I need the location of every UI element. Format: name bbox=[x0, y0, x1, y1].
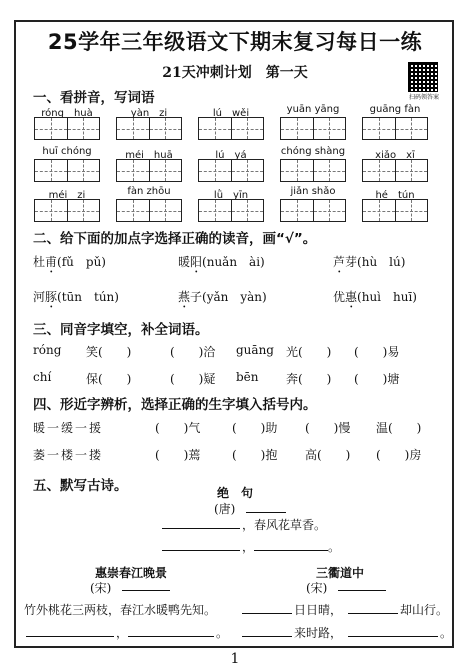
dotted-char: 豚 bbox=[45, 290, 58, 304]
writing-grid[interactable] bbox=[280, 117, 346, 140]
section2-heading: 二、给下面的加点字选择正确的读音，画“√”。 bbox=[33, 231, 317, 247]
s3-pinyin-1: róng bbox=[33, 343, 62, 357]
poem3-line1-b: 却山行。 bbox=[400, 603, 449, 617]
poem3-line2-a: 来时路， bbox=[294, 626, 343, 640]
writing-cell[interactable] bbox=[199, 118, 232, 139]
word-part: 暖 bbox=[178, 255, 191, 269]
poem3-title: 三衢道中 bbox=[315, 566, 364, 580]
dotted-char: 阳 bbox=[190, 255, 203, 269]
pinyin-label: yuān yāng bbox=[286, 104, 340, 115]
writing-cell[interactable] bbox=[232, 160, 264, 181]
poem1-title: 绝 句 bbox=[216, 486, 253, 500]
poem2-line1: 竹外桃花三两枝，春江水暖鸭先知。 bbox=[24, 603, 217, 617]
s3-fill-2c[interactable]: 奔( ) bbox=[286, 372, 332, 386]
s3-pinyin-4: bēn bbox=[236, 370, 259, 384]
poem3-author-blank[interactable] bbox=[338, 578, 386, 591]
page-subtitle: 21天冲刺计划 第一天 bbox=[162, 65, 308, 81]
s3-pinyin-2: guāng bbox=[236, 343, 274, 357]
section4-heading: 四、形近字辨析，选择正确的生字填入括号内。 bbox=[33, 397, 317, 413]
writing-grid[interactable] bbox=[34, 117, 100, 140]
writing-cell[interactable] bbox=[363, 118, 396, 139]
s4-fill-1d[interactable]: 温( ) bbox=[376, 421, 422, 435]
reading-choice-item[interactable] bbox=[33, 288, 119, 311]
writing-grid[interactable] bbox=[280, 159, 346, 182]
writing-grid[interactable] bbox=[362, 117, 428, 140]
writing-cell[interactable] bbox=[363, 200, 396, 221]
poem2-line2-mid: ， bbox=[116, 626, 129, 640]
poem2-blank-2[interactable] bbox=[128, 624, 214, 637]
s4-chars-2: 萎一楼一搂 bbox=[33, 448, 104, 462]
s4-fill-1c[interactable]: ( )慢 bbox=[305, 421, 351, 435]
pinyin-options: (yǎn yàn) bbox=[202, 290, 267, 304]
writing-cell[interactable] bbox=[117, 160, 150, 181]
s3-fill-1d[interactable]: ( )易 bbox=[354, 345, 400, 359]
s4-chars-1: 暖一缓一援 bbox=[33, 421, 104, 435]
pinyin-options: (hù lú) bbox=[357, 255, 406, 269]
poem3-line2-end: 。 bbox=[440, 626, 453, 640]
reading-choice-item[interactable] bbox=[333, 288, 417, 311]
pinyin-label: róng huà bbox=[41, 108, 93, 119]
section3-heading: 三、同音字填空，补全词语。 bbox=[33, 322, 209, 338]
s3-fill-1a[interactable]: 笑( ) bbox=[86, 345, 132, 359]
pinyin-label: hé tún bbox=[375, 190, 415, 201]
pinyin-label: lú yá bbox=[215, 150, 247, 161]
qr-label: 扫码领答案 bbox=[408, 94, 439, 101]
poem1-blank-2[interactable] bbox=[162, 538, 240, 551]
pinyin-label: xiǎo xī bbox=[375, 150, 415, 161]
poem2-dynasty: (宋) bbox=[90, 581, 112, 595]
poem1-dynasty: (唐) bbox=[214, 502, 236, 516]
writing-grid[interactable] bbox=[34, 159, 100, 182]
writing-cell[interactable] bbox=[35, 118, 68, 139]
pinyin-options: (fǔ pǔ) bbox=[57, 255, 106, 269]
writing-cell[interactable] bbox=[150, 118, 182, 139]
writing-cell[interactable] bbox=[150, 160, 182, 181]
page-title: 25学年三年级语文下期末复习每日一练 bbox=[47, 30, 423, 54]
writing-cell[interactable] bbox=[199, 160, 232, 181]
writing-cell[interactable] bbox=[68, 200, 100, 221]
s3-fill-1b[interactable]: ( )洽 bbox=[170, 345, 216, 359]
pinyin-label: chóng shàng bbox=[280, 146, 346, 157]
word-part: 河 bbox=[33, 290, 46, 304]
dotted-char: 惠 bbox=[345, 290, 358, 304]
writing-cell[interactable] bbox=[150, 200, 182, 221]
writing-grid[interactable] bbox=[198, 199, 264, 222]
writing-grid[interactable] bbox=[34, 199, 100, 222]
word-part: 芽 bbox=[345, 255, 358, 269]
s3-pinyin-3: chí bbox=[33, 370, 52, 384]
reading-choice-item[interactable] bbox=[33, 253, 106, 276]
word-part: 优 bbox=[333, 290, 346, 304]
poem1-line2-end: 。 bbox=[328, 540, 341, 554]
s3-fill-2d[interactable]: ( )塘 bbox=[354, 372, 400, 386]
pinyin-label: lǜ yīn bbox=[213, 190, 249, 201]
s4-fill-2b[interactable]: ( )抱 bbox=[232, 448, 278, 462]
dotted-char: 芦 bbox=[333, 255, 346, 269]
s4-fill-2c[interactable]: 高( ) bbox=[305, 448, 351, 462]
section1-heading: 一、看拼音，写词语 bbox=[33, 90, 155, 106]
poem1-line1-tail: ，春风花草香。 bbox=[242, 518, 327, 532]
writing-grid[interactable] bbox=[280, 199, 346, 222]
writing-cell[interactable] bbox=[363, 160, 396, 181]
writing-cell[interactable] bbox=[117, 200, 150, 221]
poem3-line1-a: 日日晴， bbox=[294, 603, 343, 617]
pinyin-label: guāng fàn bbox=[369, 104, 421, 115]
poem1-line2-mid: ， bbox=[242, 540, 255, 554]
pinyin-label: lú wěi bbox=[212, 108, 250, 119]
word-part: 杜 bbox=[33, 255, 46, 269]
pinyin-label: méi huā bbox=[125, 150, 173, 161]
writing-cell[interactable] bbox=[281, 200, 314, 221]
writing-cell[interactable] bbox=[281, 160, 314, 181]
writing-grid[interactable] bbox=[116, 159, 182, 182]
reading-choice-item[interactable] bbox=[178, 253, 265, 276]
pinyin-label: méi zi bbox=[48, 190, 86, 201]
qr-code-icon[interactable] bbox=[408, 62, 438, 92]
s3-fill-1c[interactable]: 光( ) bbox=[286, 345, 332, 359]
poem1-author-blank[interactable] bbox=[246, 500, 286, 513]
poem3-blank-4[interactable] bbox=[348, 624, 438, 637]
poem2-blank-1[interactable] bbox=[26, 624, 114, 637]
dotted-char: 燕 bbox=[178, 290, 191, 304]
poem3-blank-1[interactable] bbox=[242, 601, 292, 614]
s3-fill-2b[interactable]: ( )疑 bbox=[170, 372, 216, 386]
writing-cell[interactable] bbox=[68, 118, 100, 139]
writing-cell[interactable] bbox=[396, 118, 428, 139]
pinyin-options: (nuǎn ài) bbox=[202, 255, 265, 269]
poem2-title: 惠崇春江晚景 bbox=[94, 566, 167, 580]
pinyin-options: (tūn tún) bbox=[57, 290, 119, 304]
s4-fill-2d[interactable]: ( )房 bbox=[376, 448, 422, 462]
writing-grid[interactable] bbox=[362, 199, 428, 222]
poem2-line2-end: 。 bbox=[216, 626, 229, 640]
writing-cell[interactable] bbox=[396, 160, 428, 181]
writing-grid[interactable] bbox=[198, 159, 264, 182]
writing-cell[interactable] bbox=[314, 160, 346, 181]
writing-cell[interactable] bbox=[35, 160, 68, 181]
poem3-blank-2[interactable] bbox=[348, 601, 398, 614]
s4-fill-1b[interactable]: ( )助 bbox=[232, 421, 278, 435]
writing-cell[interactable] bbox=[396, 200, 428, 221]
reading-choice-item[interactable] bbox=[178, 288, 267, 311]
writing-grid[interactable] bbox=[198, 117, 264, 140]
writing-cell[interactable] bbox=[117, 118, 150, 139]
writing-cell[interactable] bbox=[232, 118, 264, 139]
writing-grid[interactable] bbox=[116, 199, 182, 222]
writing-cell[interactable] bbox=[232, 200, 264, 221]
poem2-author-blank[interactable] bbox=[122, 578, 170, 591]
pinyin-label: yàn zi bbox=[130, 108, 168, 119]
word-part: 子 bbox=[190, 290, 203, 304]
poem1-blank-3[interactable] bbox=[254, 538, 328, 551]
s3-fill-2a[interactable]: 保( ) bbox=[86, 372, 132, 386]
poem3-dynasty: (宋) bbox=[306, 581, 328, 595]
writing-grid[interactable] bbox=[116, 117, 182, 140]
page-number: 1 bbox=[230, 651, 240, 667]
poem3-blank-3[interactable] bbox=[242, 624, 292, 637]
writing-grid[interactable] bbox=[362, 159, 428, 182]
pinyin-options: (huì huī) bbox=[357, 290, 417, 304]
writing-cell[interactable] bbox=[314, 118, 346, 139]
writing-cell[interactable] bbox=[199, 200, 232, 221]
s4-fill-1a[interactable]: ( )气 bbox=[155, 421, 201, 435]
writing-cell[interactable] bbox=[35, 200, 68, 221]
dotted-char: 甫 bbox=[45, 255, 58, 269]
writing-cell[interactable] bbox=[314, 200, 346, 221]
reading-choice-item[interactable] bbox=[333, 253, 405, 276]
writing-cell[interactable] bbox=[281, 118, 314, 139]
pinyin-label: jiǎn shǎo bbox=[290, 186, 336, 197]
pinyin-label: fàn zhōu bbox=[127, 186, 171, 197]
poem1-blank-1[interactable] bbox=[162, 516, 240, 529]
s4-fill-2a[interactable]: ( )蔫 bbox=[155, 448, 201, 462]
writing-cell[interactable] bbox=[68, 160, 100, 181]
section5-heading: 五、默写古诗。 bbox=[33, 478, 128, 494]
pinyin-label: huī chóng bbox=[42, 146, 92, 157]
